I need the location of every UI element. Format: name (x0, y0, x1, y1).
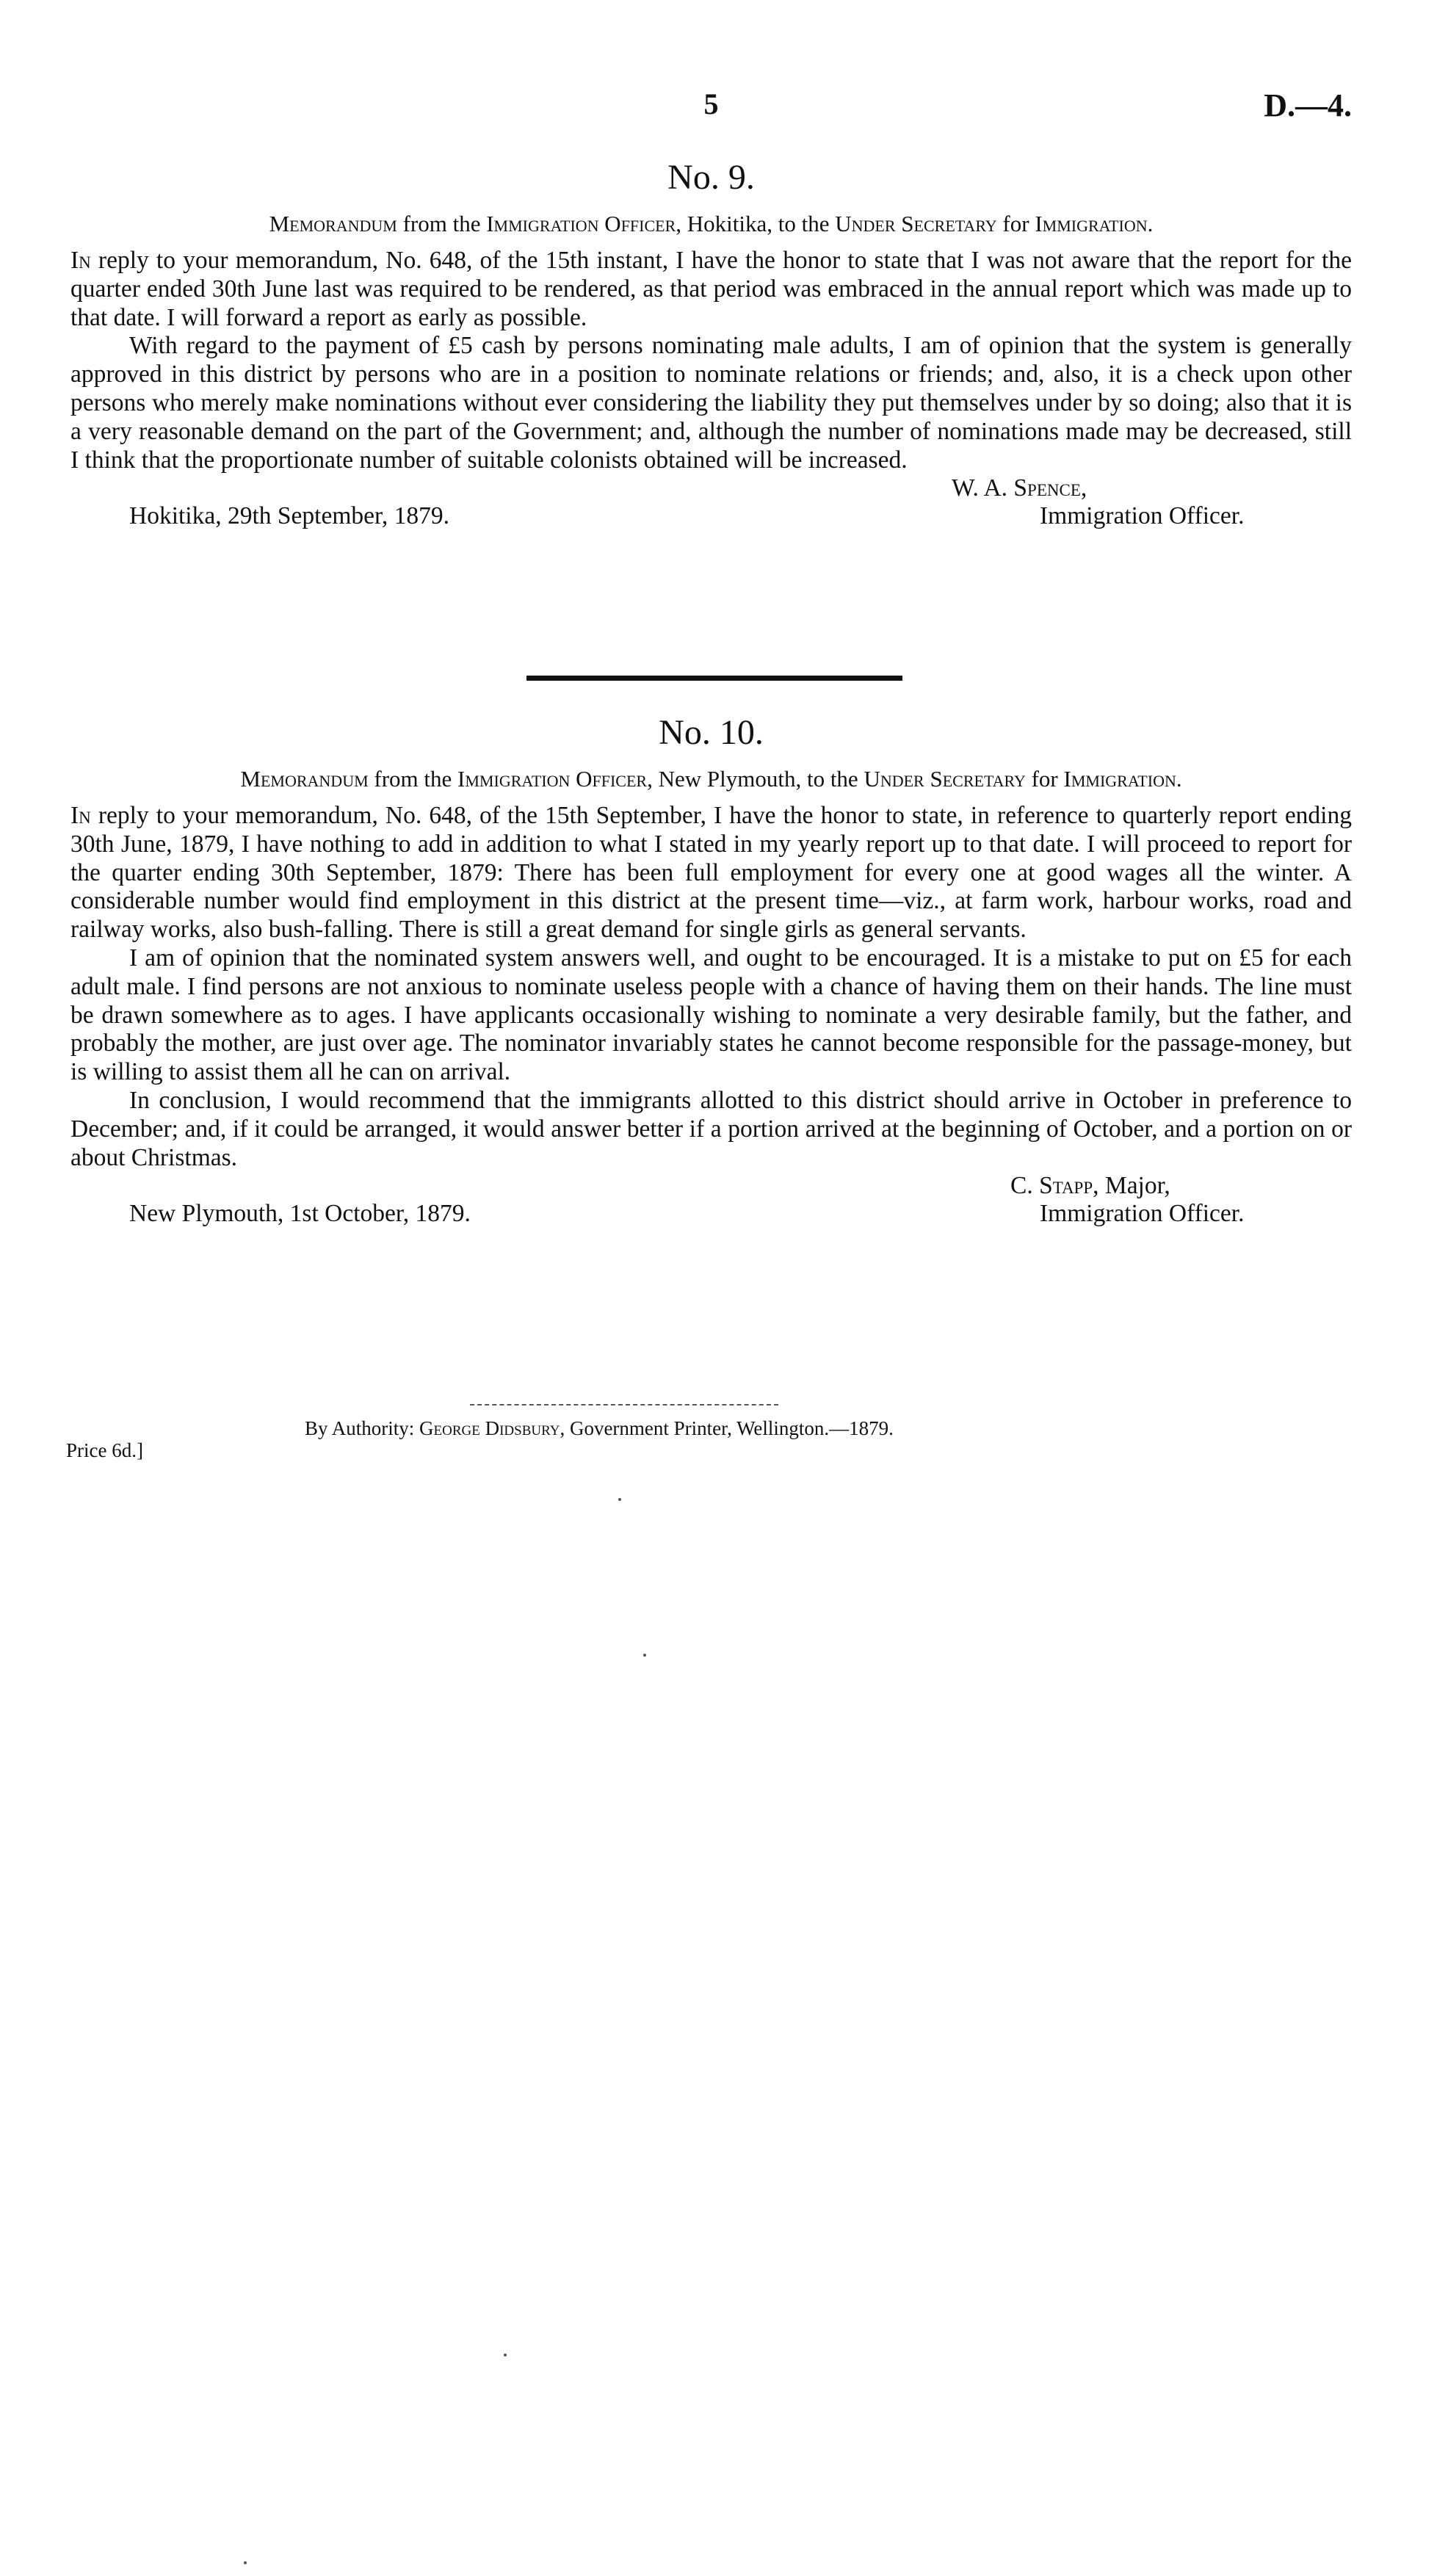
memo-9-signer (952, 474, 1087, 502)
memo-10-title-part: from the (368, 766, 458, 792)
memo-9-office: Immigration Officer. (1040, 502, 1245, 530)
memo-10-number: No. 10. (659, 713, 764, 752)
memo-9-place-date: Hokitika, 29th September, 1879. (129, 502, 449, 530)
memo-10-title-part: Immigration Officer (457, 766, 648, 792)
memo-9-lead-word: In (70, 247, 91, 274)
memo-9-title-part: Memorandum (269, 211, 397, 236)
memo-9-signer-surname: Spence (1013, 474, 1081, 502)
memo-9-paragraph-1 (70, 247, 1352, 332)
memo-10-signer-surname: Stapp (1039, 1172, 1093, 1200)
memo-9-place-row (70, 502, 1352, 530)
memo-10-title-part: , New Plymouth, to the (647, 766, 864, 792)
memo-9-title-part: Under Secretary (835, 211, 997, 236)
memo-9-signer-suffix: , (1080, 474, 1087, 502)
memo-10-office: Immigration Officer. (1040, 1200, 1245, 1228)
printing-authority (305, 1417, 894, 1440)
memo-10-signer-initials: C. (1010, 1172, 1040, 1200)
memo-10-place-date: New Plymouth, 1st October, 1879. (129, 1200, 471, 1228)
scan-speck (244, 2561, 247, 2564)
memo-9-signature-row (70, 474, 1352, 502)
price-label: Price 6d.] (66, 1439, 143, 1461)
memo-10-title-part: Under Secretary (864, 766, 1026, 792)
memo-10-signer (1010, 1172, 1170, 1200)
memo-10-title-part: Memorandum (240, 766, 369, 792)
section-divider-rule (526, 676, 902, 681)
authority-prefix: By Authority: (305, 1417, 420, 1439)
printer-name: George Didsbury (419, 1417, 560, 1439)
page-number: 5 (703, 87, 719, 120)
memo-10-signature-row (70, 1172, 1352, 1200)
scan-speck (504, 2354, 507, 2356)
memo-9-title-part: . (1147, 211, 1154, 236)
memo-9-title (100, 210, 1322, 238)
memo-10-paragraph-2: I am of opinion that the nominated system answers well, and ought to be encouraged. It is a mistake to put on £5 for each adult male. I find persons are not anxious to nominate useless people with a chance of having them on their hands. The line must be drawn somewhere as to ages. I have applicants occasionally wishing to nominate a very desirable family, but the father, and probably the mother, are just over age. The nominator invariably states he cannot become responsible for the passage-money, but is willing to assist them all he can on arrival. (70, 944, 1352, 1086)
memo-9 (70, 157, 1352, 530)
memo-9-signer-initials: W. A. (952, 474, 1014, 502)
footer-divider-rule (470, 1404, 778, 1405)
memo-9-paragraph-1-text: reply to your memorandum, No. 648, of the 15th instant, I have the honor to state that I was not aware that the report for the quarter ended 30th June last was required to be rendered, as that period was embraced in the annual report which was made up to that date. I will forward a report as early as possible. (70, 247, 1352, 331)
memo-10-paragraph-1 (70, 802, 1352, 944)
memo-10-title-part: . (1176, 766, 1182, 792)
memo-9-title-part: from the (397, 211, 487, 236)
memo-10-place-row (70, 1200, 1352, 1228)
document-code: D.—4. (1264, 87, 1352, 123)
page-footer (66, 1417, 1358, 1476)
memo-10-paragraph-1-text: reply to your memorandum, No. 648, of the 15th September, I have the honor to state, in reference to quarterly report ending 30th June, 1879, I have nothing to add in addition to what I stated in my yearly report up to that date. I will proceed to report for the quarter ending 30th September, 1879: There has been full employment for every one at good wages all the winter. A considerable number would find employment in this district at the present time—viz., at farm work, harbour works, road and railway works, also bush-falling. There is still a great demand for single girls as general servants. (70, 802, 1352, 944)
memo-9-title-part: Immigration Officer (486, 211, 676, 236)
scan-speck (643, 1654, 646, 1657)
memo-9-number: No. 9. (667, 158, 755, 197)
memo-10-paragraph-3: In conclusion, I would recommend that the immigrants allotted to this district should arrive in October in preference to December; and, if it could be arranged, it would answer better if a portion arrived at the beginning of October, and a portion on or about Christmas. (70, 1086, 1352, 1171)
memo-10-title-part: Immigration (1063, 766, 1176, 792)
memo-10-lead-word: In (70, 802, 91, 829)
memo-10-title-part: for (1025, 766, 1064, 792)
page-header (70, 87, 1352, 131)
memo-9-title-part: Immigration (1035, 211, 1148, 236)
memo-10-title (100, 765, 1322, 793)
memo-10-signer-suffix: , Major, (1093, 1172, 1170, 1200)
scan-speck (618, 1498, 621, 1501)
memo-9-title-part: , Hokitika, to the (676, 211, 836, 236)
authority-suffix: , Government Printer, Wellington.—1879. (560, 1417, 894, 1439)
memo-9-title-part: for (996, 211, 1035, 236)
memo-9-paragraph-2: With regard to the payment of £5 cash by persons nominating male adults, I am of opinion that the system is generally approved in this district by persons who are in a position to nominate relations or friends; and, also, it is a check upon other persons who merely make nominations without ever considering the liability they put themselves under by so doing; also that it is a very reasonable demand on the part of the Government; and, although the number of nominations made may be decreased, still I think that the proportionate number of suitable colonists obtained will be increased. (70, 332, 1352, 474)
memo-10 (70, 712, 1352, 1228)
